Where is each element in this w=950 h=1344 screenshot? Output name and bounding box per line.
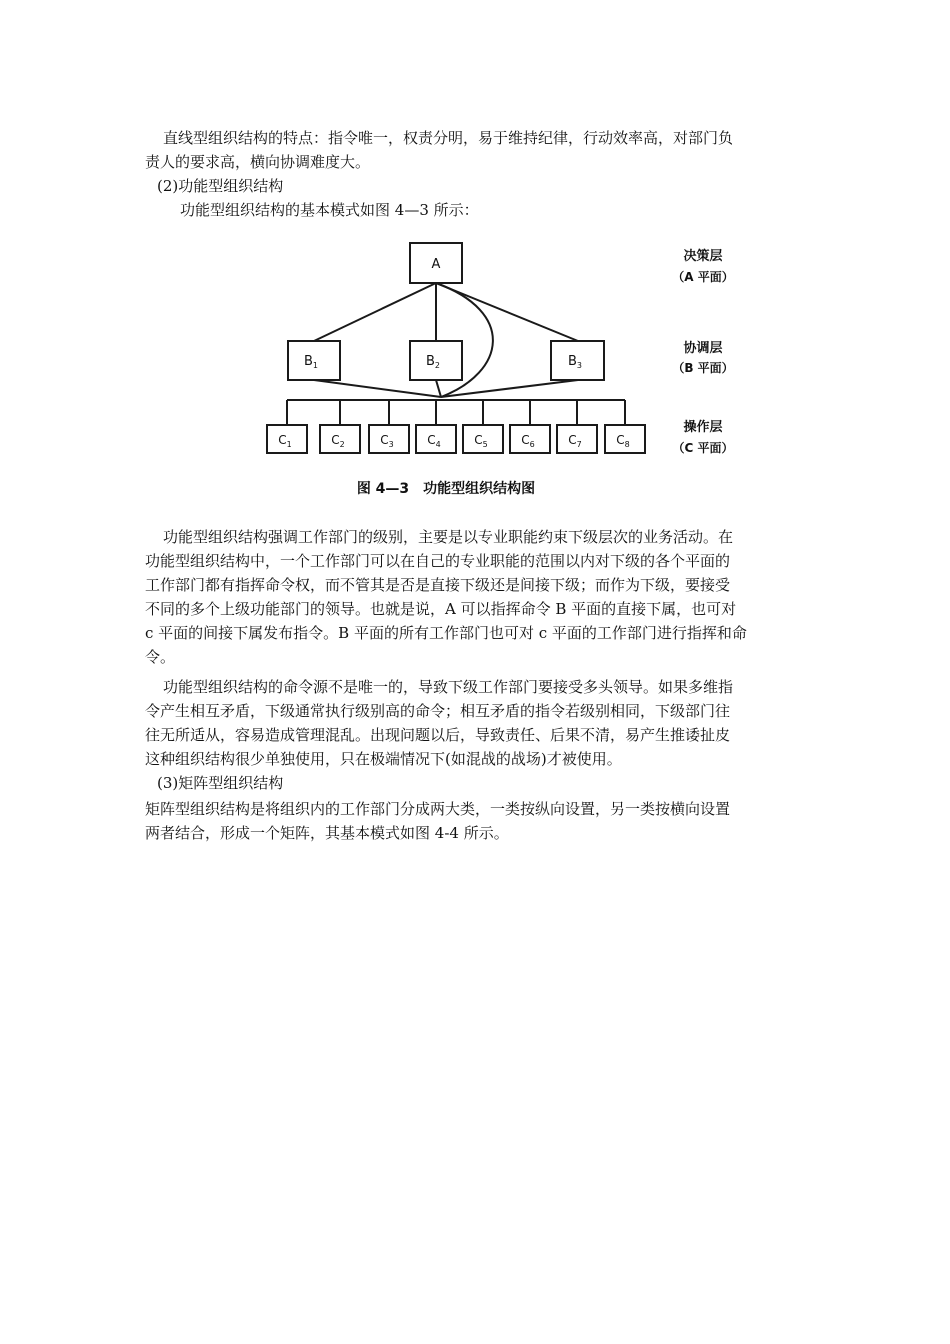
node-b2-sub: 2 [434, 361, 441, 370]
paragraph-line: 令。 [145, 648, 176, 666]
connector-b2-c [436, 380, 441, 397]
paragraph-line: 功能型组织结构的命令源不是唯一的，导致下级工作部门要接受多头领导。如果多维指 [163, 678, 734, 696]
figure-caption: 图 4—3 功能型组织结构图 [356, 481, 536, 497]
paragraph-line: 不同的多个上级功能部门的领导。也就是说，A 可以指挥命令 B 平面的直接下属，也可对 [145, 600, 737, 618]
node-c3-sub: 3 [388, 440, 394, 449]
node-c5-main: C [474, 433, 483, 447]
node-a [410, 243, 462, 283]
node-c2-main: C [331, 433, 340, 447]
node-c3 [369, 425, 409, 453]
node-b3-main: B [567, 354, 577, 369]
layer-labels [672, 248, 733, 455]
node-c4 [416, 425, 456, 453]
layer-label-decision: 决策层 [683, 249, 723, 264]
node-b1-sub: 1 [312, 361, 319, 370]
node-b1-main: B [303, 354, 313, 369]
paragraph-line: 责人的要求高，横向协调难度大。 [145, 153, 371, 171]
node-c4-sub: 4 [435, 440, 441, 449]
node-b3-sub: 3 [576, 361, 583, 370]
org-chart-svg [236, 222, 744, 506]
node-c8 [605, 425, 645, 453]
section-heading-matrix: (3)矩阵型组织结构 [157, 774, 284, 792]
paragraph-line: 矩阵型组织结构是将组织内的工作部门分成两大类，一类按纵向设置，另一类按横向设置 [145, 800, 731, 818]
org-chart-figure [236, 222, 744, 506]
section-heading-functional: (2)功能型组织结构 [157, 177, 284, 195]
paragraph-line: 往无所适从，容易造成管理混乱。出现问题以后，导致责任、后果不清，易产生推诿扯皮 [145, 726, 731, 744]
node-c8-sub: 8 [624, 440, 630, 449]
node-b2-main: B [425, 354, 435, 369]
node-c1 [267, 425, 307, 453]
connector-a-b1 [314, 283, 436, 341]
paragraph-line: 功能型组织结构中，一个工作部门可以在自己的专业职能的范围以内对下级的各个平面的 [145, 552, 731, 570]
node-b1 [288, 341, 340, 380]
node-c5 [463, 425, 503, 453]
paragraph-line: 直线型组织结构的特点：指令唯一，权责分明，易于维持纪律，行动效率高，对部门负 [163, 129, 734, 147]
node-c6 [510, 425, 550, 453]
layer-plane-a: （A 平面） [672, 270, 734, 284]
node-b3 [551, 341, 604, 380]
node-c7 [557, 425, 597, 453]
node-c8-main: C [616, 433, 625, 447]
node-a-label: A [431, 257, 441, 272]
paragraph-line: c 平面的间接下属发布指令。B 平面的所有工作部门也可对 c 平面的工作部门进行指挥和命 [145, 624, 747, 642]
paragraph-line: 工作部门都有指挥命令权，而不管其是否是直接下级还是间接下级；而作为下级，要接受 [145, 576, 731, 594]
node-c7-main: C [568, 433, 577, 447]
paragraph-line: 令产生相互矛盾，下级通常执行级别高的命令；相互矛盾的指令若级别相同，下级部门往 [145, 702, 731, 720]
node-c6-sub: 6 [529, 440, 535, 449]
node-b2 [410, 341, 462, 380]
layer-label-coordination: 协调层 [683, 341, 723, 356]
figure-intro: 功能型组织结构的基本模式如图 4—3 所示： [180, 201, 479, 219]
layer-label-operation: 操作层 [683, 420, 723, 435]
node-c1-sub: 1 [286, 440, 292, 449]
node-c5-sub: 5 [482, 440, 488, 449]
layer-plane-b: （B 平面） [672, 361, 734, 375]
node-c4-main: C [427, 433, 436, 447]
layer-plane-c: （C 平面） [672, 441, 734, 455]
node-c6-main: C [521, 433, 530, 447]
node-c1-main: C [278, 433, 287, 447]
connector-b1-c [314, 380, 441, 397]
paragraph-line: 这种组织结构很少单独使用，只在极端情况下(如混战的战场)才被使用。 [145, 750, 622, 768]
node-c2 [320, 425, 360, 453]
paragraph-line: 功能型组织结构强调工作部门的级别，主要是以专业职能约束下级层次的业务活动。在 [163, 528, 734, 546]
paragraph-line: 两者结合，形成一个矩阵，其基本模式如图 4-4 所示。 [145, 824, 509, 842]
connector-b3-c [441, 380, 578, 397]
node-c2-sub: 2 [339, 440, 345, 449]
node-c3-main: C [380, 433, 389, 447]
node-c7-sub: 7 [576, 440, 582, 449]
